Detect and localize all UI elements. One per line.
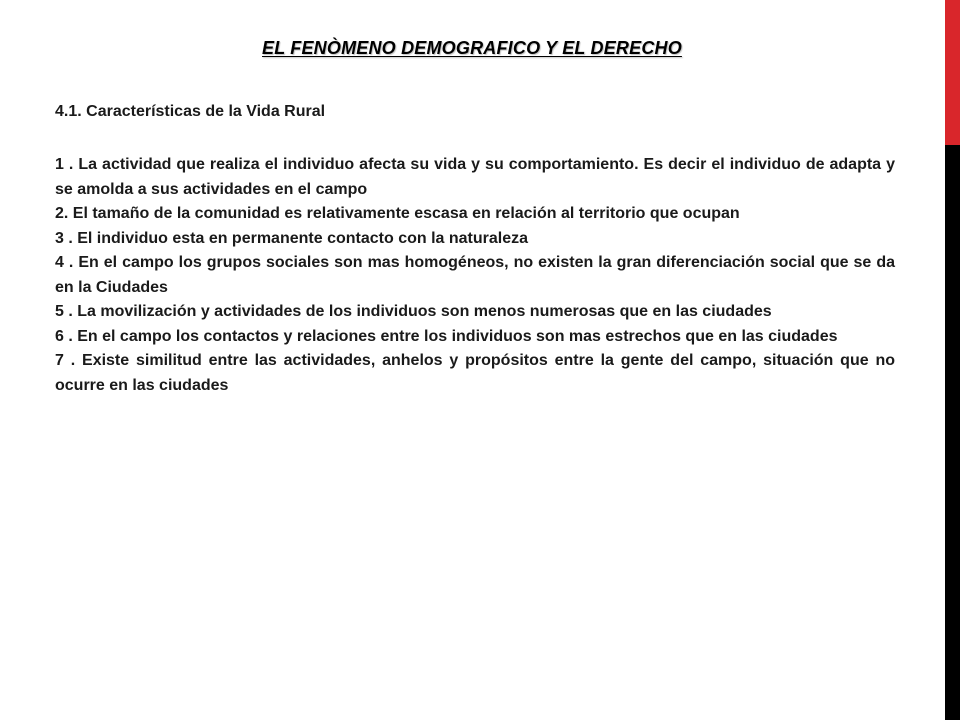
slide-title: EL FENÒMENO DEMOGRAFICO Y EL DERECHO xyxy=(262,38,682,58)
section-heading: 4.1. Características de la Vida Rural xyxy=(55,103,326,120)
list-item: 1 . La actividad que realiza el individuo afecta su vida y su comportamiento. Es decir el individuo de adapta y se amolda a sus actividades en el campo xyxy=(55,156,895,198)
list-item: 4 . En el campo los grupos sociales son mas homogéneos, no existen la gran diferenciación social que se da en la Ciudades xyxy=(55,254,895,296)
right-bar-red-accent xyxy=(945,0,960,145)
list-item: 6 . En el campo los contactos y relaciones entre los individuos son mas estrechos que en las ciudades xyxy=(55,327,838,345)
list-item: 5 . La movilización y actividades de los individuos son menos numerosas que en las ciudades xyxy=(55,303,772,320)
right-side-bar xyxy=(945,0,960,720)
characteristics-list xyxy=(55,153,895,398)
list-item: 7 . Existe similitud entre las actividades, anhelos y propósitos entre la gente del campo, situación que no ocurre en las ciudades xyxy=(55,352,895,394)
list-item: 3 . El individuo esta en permanente contacto con la naturaleza xyxy=(55,229,529,247)
list-item: 2. El tamaño de la comunidad es relativamente escasa en relación al territorio que ocupan xyxy=(55,205,740,222)
